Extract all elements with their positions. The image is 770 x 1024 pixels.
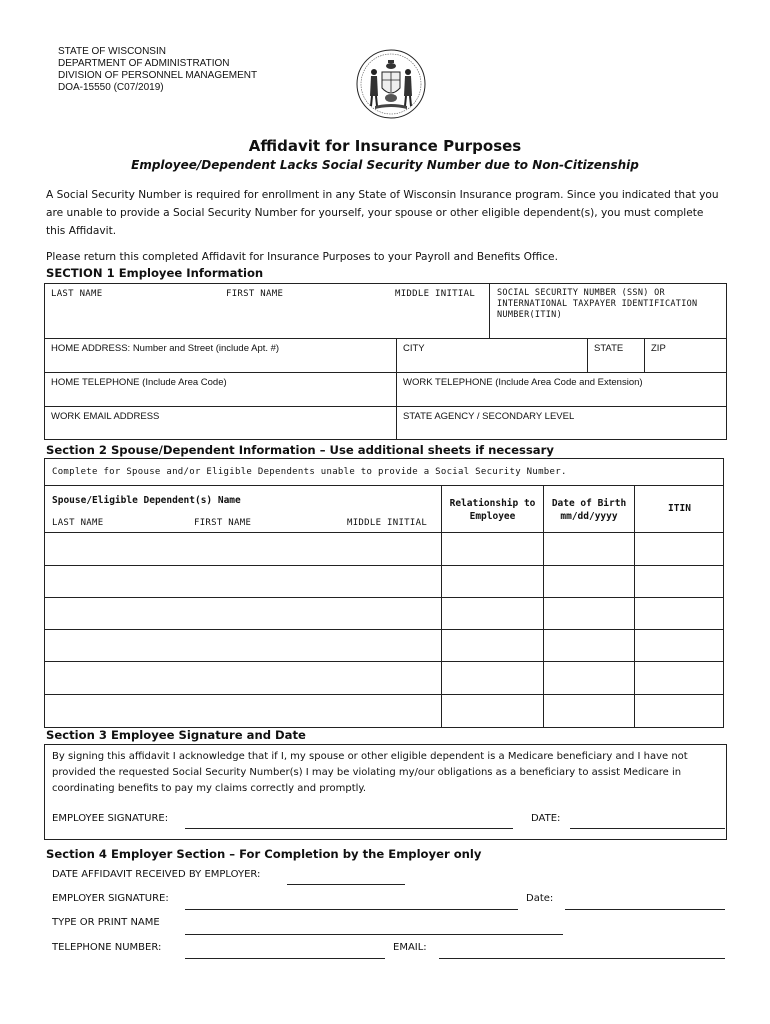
divider bbox=[396, 338, 397, 440]
employer-date-line[interactable] bbox=[565, 909, 725, 910]
intro-paragraph: A Social Security Number is required for enrollment in any State of Wisconsin Insurance program. Since you indicated that you are unable to provide a Social Security Number for yourself, your spouse or other eligible dependent(s), you must complete this Affidavit. bbox=[46, 189, 719, 237]
employer-signature-line[interactable] bbox=[185, 909, 518, 910]
middle-initial-field[interactable]: MIDDLE INITIAL bbox=[395, 289, 476, 299]
email-line[interactable] bbox=[439, 958, 725, 959]
page-subtitle: Employee/Dependent Lacks Social Security Number due to Non-Citizenship bbox=[131, 158, 639, 172]
table-row[interactable] bbox=[44, 565, 724, 597]
table-row[interactable] bbox=[44, 629, 724, 661]
relationship-header: Relationship to Employee bbox=[449, 498, 536, 522]
section3-heading: Section 3 Employee Signature and Date bbox=[46, 728, 306, 742]
telephone-number-label: TELEPHONE NUMBER: bbox=[52, 942, 162, 953]
telephone-number-line[interactable] bbox=[185, 958, 385, 959]
email-label: EMAIL: bbox=[393, 942, 427, 953]
home-address-field[interactable]: HOME ADDRESS: Number and Street (include Apt. #) bbox=[51, 343, 280, 354]
dependent-middle-initial-header: MIDDLE INITIAL bbox=[347, 518, 428, 528]
divider bbox=[44, 485, 724, 486]
dependent-first-name-header: FIRST NAME bbox=[194, 518, 252, 528]
employee-date-label: DATE: bbox=[531, 813, 561, 824]
employer-signature-label: EMPLOYER SIGNATURE: bbox=[52, 893, 169, 904]
date-received-label: DATE AFFIDAVIT RECEIVED BY EMPLOYER: bbox=[52, 869, 261, 880]
dob-label: Date of Birth bbox=[551, 498, 627, 509]
city-field[interactable]: CITY bbox=[403, 343, 425, 354]
ssn-itin-field[interactable]: SOCIAL SECURITY NUMBER (SSN) OR INTERNATIONAL TAXPAYER IDENTIFICATION NUMBER(ITIN) bbox=[497, 288, 698, 320]
zip-field[interactable]: ZIP bbox=[651, 343, 666, 354]
return-paragraph: Please return this completed Affidavit for Insurance Purposes to your Payroll and Benefits Office. bbox=[46, 251, 558, 263]
employer-date-label: Date: bbox=[526, 893, 554, 904]
page-title: Affidavit for Insurance Purposes bbox=[248, 137, 522, 155]
divider bbox=[644, 338, 645, 372]
table-row[interactable] bbox=[44, 532, 724, 565]
work-telephone-field[interactable]: WORK TELEPHONE (Include Area Code and Extension) bbox=[403, 377, 643, 388]
employee-date-line[interactable] bbox=[570, 828, 725, 829]
employee-signature-line[interactable] bbox=[185, 828, 513, 829]
dependent-last-name-header: LAST NAME bbox=[52, 518, 104, 528]
state-field[interactable]: STATE bbox=[594, 343, 624, 354]
state-agency-field[interactable]: STATE AGENCY / SECONDARY LEVEL bbox=[403, 411, 575, 422]
table-row[interactable] bbox=[44, 694, 724, 728]
date-received-line[interactable] bbox=[287, 884, 405, 885]
agency-header bbox=[58, 46, 257, 94]
type-print-name-line[interactable] bbox=[185, 934, 563, 935]
dob-format: mm/dd/yyyy bbox=[560, 511, 618, 522]
work-email-field[interactable]: WORK EMAIL ADDRESS bbox=[51, 411, 160, 422]
itin-header: ITIN bbox=[668, 503, 691, 514]
divider bbox=[44, 372, 727, 373]
last-name-field[interactable]: LAST NAME bbox=[51, 289, 103, 299]
table-row[interactable] bbox=[44, 597, 724, 629]
divider bbox=[44, 406, 727, 407]
form-number: DOA-15550 (C07/2019) bbox=[58, 82, 164, 93]
wisconsin-state-seal-icon bbox=[355, 48, 427, 120]
agency-line: STATE OF WISCONSIN bbox=[58, 46, 166, 57]
agency-line: DEPARTMENT OF ADMINISTRATION bbox=[58, 58, 230, 69]
dob-header bbox=[544, 497, 634, 523]
home-telephone-field[interactable]: HOME TELEPHONE (Include Area Code) bbox=[51, 377, 227, 388]
first-name-field[interactable]: FIRST NAME bbox=[226, 289, 284, 299]
divider bbox=[489, 283, 490, 338]
section2-instruction: Complete for Spouse and/or Eligible Dependents unable to provide a Social Security Number. bbox=[52, 467, 567, 477]
section2-heading: Section 2 Spouse/Dependent Information – Use additional sheets if necessary bbox=[46, 443, 554, 457]
divider bbox=[44, 338, 727, 339]
divider bbox=[587, 338, 588, 372]
section4-heading: Section 4 Employer Section – For Completion by the Employer only bbox=[46, 847, 482, 861]
table-row[interactable] bbox=[44, 661, 724, 694]
type-print-name-label: TYPE OR PRINT NAME bbox=[52, 917, 160, 928]
agency-line: DIVISION OF PERSONNEL MANAGEMENT bbox=[58, 70, 258, 81]
employee-signature-label: EMPLOYEE SIGNATURE: bbox=[52, 813, 169, 824]
medicare-statement: By signing this affidavit I acknowledge that if I, my spouse or other eligible dependent is a Medicare beneficiary and I have not provided the requested Social Security Number(s) I may be violating my/our obligations as a beneficiary to assist Medicare in coordinating benefits to pay my claims correctly and promptly. bbox=[52, 751, 688, 794]
section1-heading: SECTION 1 Employee Information bbox=[46, 266, 264, 280]
dependent-name-header: Spouse/Eligible Dependent(s) Name bbox=[52, 495, 241, 506]
